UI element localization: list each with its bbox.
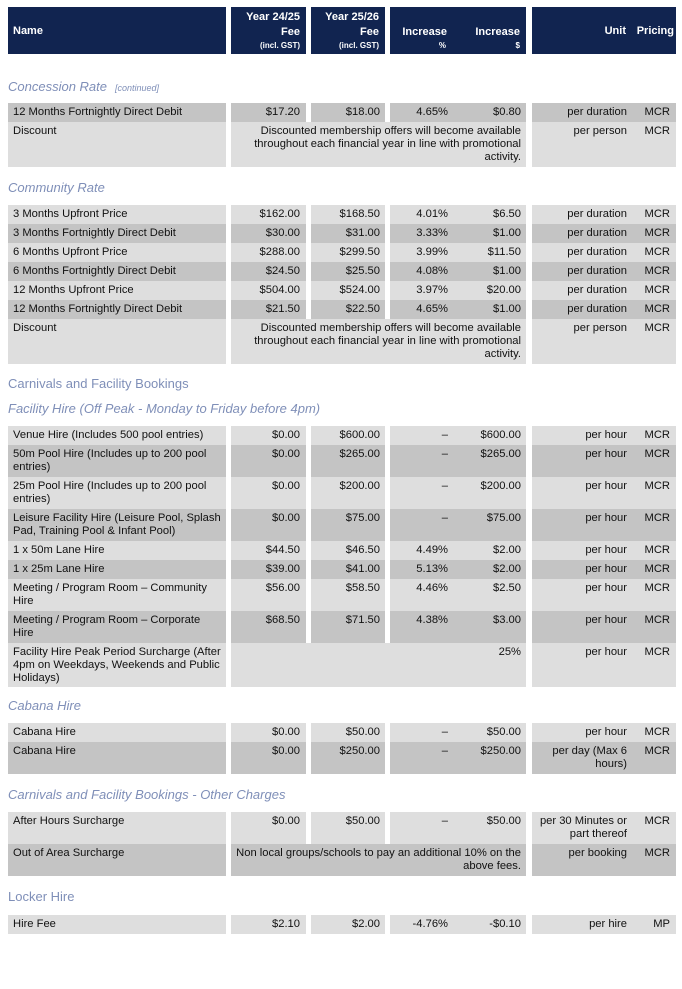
- row-pricing: MCR: [632, 103, 676, 122]
- row-name: Venue Hire (Includes 500 pool entries): [8, 426, 226, 445]
- other-charges-rows: [0, 812, 682, 876]
- row-pricing: MCR: [632, 560, 676, 579]
- table-row: [0, 579, 682, 611]
- table-row: [0, 742, 682, 774]
- row-fee-2526: $2.00: [311, 915, 385, 934]
- row-increase-amt: $1.00: [453, 262, 526, 281]
- row-name: Out of Area Surcharge: [8, 844, 226, 876]
- row-fee-2425: $44.50: [231, 541, 306, 560]
- header-year-2425: [231, 7, 306, 54]
- row-pricing: MCR: [632, 844, 676, 876]
- row-pricing: MCR: [632, 742, 676, 774]
- header-y25-line2: Fee: [360, 26, 379, 38]
- row-increase-pct: –: [390, 509, 453, 541]
- row-increase-pct: 4.65%: [390, 103, 453, 122]
- row-pricing: MCR: [632, 426, 676, 445]
- row-name: 12 Months Fortnightly Direct Debit: [8, 300, 226, 319]
- cabana-title: Cabana Hire: [8, 698, 81, 713]
- row-pricing: MCR: [632, 643, 676, 687]
- row-pricing: MCR: [632, 509, 676, 541]
- row-pricing: MCR: [632, 281, 676, 300]
- row-unit: per 30 Minutes or part thereof: [532, 812, 632, 844]
- section-title-locker: [8, 889, 74, 904]
- row-fee-2526: $200.00: [311, 477, 385, 509]
- row-pricing: MCR: [632, 122, 676, 167]
- row-name: 1 x 25m Lane Hire: [8, 560, 226, 579]
- row-increase-pct: –: [390, 445, 453, 477]
- row-increase-amt: $1.00: [453, 300, 526, 319]
- row-increase-amt: $50.00: [453, 723, 526, 742]
- row-pricing: MCR: [632, 243, 676, 262]
- row-name: Discount: [8, 319, 226, 364]
- header-name: [8, 7, 226, 54]
- other-charges-title: Carnivals and Facility Bookings - Other Charges: [8, 787, 286, 802]
- row-fee-2526: $58.50: [311, 579, 385, 611]
- row-unit: per hour: [532, 509, 632, 541]
- row-pricing: MCR: [632, 262, 676, 281]
- community-title: Community Rate: [8, 180, 105, 195]
- table-row: [0, 477, 682, 509]
- row-increase-pct: -4.76%: [390, 915, 453, 934]
- row-fee-2526: $46.50: [311, 541, 385, 560]
- row-pricing: MCR: [632, 611, 676, 643]
- row-name: Meeting / Program Room – Community Hire: [8, 579, 226, 611]
- row-name: 3 Months Upfront Price: [8, 205, 226, 224]
- community-rows: [0, 205, 682, 364]
- table-row: [0, 812, 682, 844]
- facility-hire-rows: [0, 426, 682, 687]
- row-surcharge-pct: 25%: [231, 643, 526, 687]
- row-fee-2526: $71.50: [311, 611, 385, 643]
- row-fee-2425: $0.00: [231, 812, 306, 844]
- table-row: [0, 224, 682, 243]
- row-fee-2425: $288.00: [231, 243, 306, 262]
- table-row: [0, 262, 682, 281]
- table-row: [0, 643, 682, 687]
- row-increase-pct: –: [390, 742, 453, 774]
- row-unit: per hour: [532, 477, 632, 509]
- concession-rows: [0, 103, 682, 167]
- carnivals-title: Carnivals and Facility Bookings: [8, 376, 189, 391]
- row-fee-2425: $56.00: [231, 579, 306, 611]
- row-increase-amt: $6.50: [453, 205, 526, 224]
- row-increase-pct: –: [390, 723, 453, 742]
- section-subtitle-facility-hire: [8, 401, 320, 416]
- row-fee-2425: $30.00: [231, 224, 306, 243]
- row-increase-amt: -$0.10: [453, 915, 526, 934]
- header-increase-pct-label: Increase: [402, 26, 447, 38]
- row-name: 3 Months Fortnightly Direct Debit: [8, 224, 226, 243]
- row-unit: per duration: [532, 224, 632, 243]
- row-fee-2425: $24.50: [231, 262, 306, 281]
- row-surcharge-note: Non local groups/schools to pay an additional 10% on the above fees.: [231, 844, 526, 876]
- row-fee-2526: $22.50: [311, 300, 385, 319]
- row-fee-2526: $50.00: [311, 812, 385, 844]
- row-name: Hire Fee: [8, 915, 226, 934]
- row-unit: per duration: [532, 300, 632, 319]
- row-increase-pct: 4.01%: [390, 205, 453, 224]
- row-unit: per hour: [532, 579, 632, 611]
- row-name: 12 Months Fortnightly Direct Debit: [8, 103, 226, 122]
- row-increase-amt: $265.00: [453, 445, 526, 477]
- row-fee-2425: $0.00: [231, 426, 306, 445]
- row-increase-pct: 4.49%: [390, 541, 453, 560]
- table-row: [0, 319, 682, 364]
- row-fee-2526: $31.00: [311, 224, 385, 243]
- row-fee-2425: $162.00: [231, 205, 306, 224]
- row-pricing: MCR: [632, 205, 676, 224]
- table-row: [0, 103, 682, 122]
- section-title-carnivals: [8, 376, 189, 391]
- row-fee-2425: $0.00: [231, 477, 306, 509]
- row-fee-2526: $265.00: [311, 445, 385, 477]
- row-increase-amt: $2.50: [453, 579, 526, 611]
- row-increase-amt: $1.00: [453, 224, 526, 243]
- row-unit: per hour: [532, 445, 632, 477]
- header-y24-line3: (incl. GST): [260, 41, 300, 50]
- row-increase-amt: $2.00: [453, 560, 526, 579]
- table-row: [0, 281, 682, 300]
- row-increase-amt: $0.80: [453, 103, 526, 122]
- header-increase-amt-label: Increase: [475, 26, 520, 38]
- row-name: 25m Pool Hire (Includes up to 200 pool entries): [8, 477, 226, 509]
- row-increase-pct: 4.65%: [390, 300, 453, 319]
- row-pricing: MCR: [632, 812, 676, 844]
- row-increase-amt: $600.00: [453, 426, 526, 445]
- row-pricing: MCR: [632, 477, 676, 509]
- row-pricing: MCR: [632, 445, 676, 477]
- facility-hire-subtitle: Facility Hire (Off Peak - Monday to Friday before 4pm): [8, 401, 321, 416]
- row-pricing: MCR: [632, 224, 676, 243]
- section-title-concession: [8, 79, 159, 94]
- header-increase-pct-unit: %: [438, 41, 446, 50]
- row-unit: per hour: [532, 643, 632, 687]
- row-pricing: MCR: [632, 723, 676, 742]
- row-increase-pct: 3.99%: [390, 243, 453, 262]
- row-fee-2526: $25.50: [311, 262, 385, 281]
- row-name: 12 Months Upfront Price: [8, 281, 226, 300]
- row-increase-amt: $250.00: [453, 742, 526, 774]
- row-fee-2526: $50.00: [311, 723, 385, 742]
- row-increase-amt: $20.00: [453, 281, 526, 300]
- table-row: [0, 723, 682, 742]
- row-name: After Hours Surcharge: [8, 812, 226, 844]
- table-row: [0, 844, 682, 876]
- header-y25-line3: (incl. GST): [339, 41, 379, 50]
- row-name: Leisure Facility Hire (Leisure Pool, Splash Pad, Training Pool & Infant Pool): [8, 509, 226, 541]
- row-increase-pct: 4.38%: [390, 611, 453, 643]
- row-name: Facility Hire Peak Period Surcharge (After 4pm on Weekdays, Weekends and Public Holidays): [8, 643, 226, 687]
- row-name: Cabana Hire: [8, 723, 226, 742]
- section-title-other-charges: [8, 787, 285, 802]
- row-unit: per hour: [532, 560, 632, 579]
- header-increase: [390, 7, 526, 54]
- header-unit: Unit: [604, 25, 626, 37]
- row-unit: per person: [532, 319, 632, 364]
- header-name-label: Name: [13, 25, 43, 37]
- section-title-community: [8, 180, 105, 195]
- header-increase-amt-unit: $: [515, 41, 520, 50]
- row-increase-pct: –: [390, 426, 453, 445]
- row-name: Cabana Hire: [8, 742, 226, 774]
- table-row: [0, 509, 682, 541]
- row-name: 1 x 50m Lane Hire: [8, 541, 226, 560]
- row-increase-amt: $3.00: [453, 611, 526, 643]
- table-row: [0, 122, 682, 167]
- header-y25-line1: Year 25/26: [325, 11, 379, 23]
- row-discount-note: Discounted membership offers will become available throughout each financial year in line with promotional activity.: [231, 122, 526, 167]
- row-name: 6 Months Fortnightly Direct Debit: [8, 262, 226, 281]
- row-fee-2425: $504.00: [231, 281, 306, 300]
- row-fee-2526: $18.00: [311, 103, 385, 122]
- row-pricing: MCR: [632, 300, 676, 319]
- row-fee-2425: $39.00: [231, 560, 306, 579]
- row-fee-2526: $299.50: [311, 243, 385, 262]
- header-unit-pricing: [532, 7, 676, 54]
- concession-title: Concession Rate: [8, 79, 107, 94]
- table-row: [0, 205, 682, 224]
- row-name: 6 Months Upfront Price: [8, 243, 226, 262]
- row-fee-2425: $0.00: [231, 445, 306, 477]
- row-fee-2425: $2.10: [231, 915, 306, 934]
- table-row: [0, 611, 682, 643]
- row-increase-amt: $2.00: [453, 541, 526, 560]
- row-discount-note: Discounted membership offers will become available throughout each financial year in line with promotional activity.: [231, 319, 526, 364]
- row-unit: per booking: [532, 844, 632, 876]
- row-pricing: MCR: [632, 319, 676, 364]
- table-row: [0, 426, 682, 445]
- row-fee-2526: $168.50: [311, 205, 385, 224]
- header-y24-line1: Year 24/25: [246, 11, 300, 23]
- table-row: [0, 445, 682, 477]
- row-increase-pct: 4.08%: [390, 262, 453, 281]
- row-increase-pct: 5.13%: [390, 560, 453, 579]
- row-unit: per hour: [532, 723, 632, 742]
- row-name: Meeting / Program Room – Corporate Hire: [8, 611, 226, 643]
- row-fee-2526: $524.00: [311, 281, 385, 300]
- row-fee-2425: $17.20: [231, 103, 306, 122]
- table-row: [0, 915, 682, 934]
- row-name: Discount: [8, 122, 226, 167]
- row-unit: per duration: [532, 243, 632, 262]
- row-unit: per hire: [532, 915, 632, 934]
- row-fee-2526: $75.00: [311, 509, 385, 541]
- row-fee-2526: $600.00: [311, 426, 385, 445]
- row-increase-pct: 4.46%: [390, 579, 453, 611]
- row-fee-2425: $0.00: [231, 723, 306, 742]
- header-pricing: Pricing: [636, 25, 674, 37]
- row-unit: per hour: [532, 541, 632, 560]
- row-fee-2425: $21.50: [231, 300, 306, 319]
- locker-rows: [0, 915, 682, 934]
- row-unit: per hour: [532, 611, 632, 643]
- row-unit: per duration: [532, 205, 632, 224]
- locker-title: Locker Hire: [8, 889, 75, 904]
- row-increase-amt: $11.50: [453, 243, 526, 262]
- row-fee-2526: $41.00: [311, 560, 385, 579]
- table-row: [0, 541, 682, 560]
- row-unit: per hour: [532, 426, 632, 445]
- header-y24-line2: Fee: [281, 26, 300, 38]
- row-unit: per duration: [532, 103, 632, 122]
- row-fee-2526: $250.00: [311, 742, 385, 774]
- row-unit: per duration: [532, 262, 632, 281]
- row-name: 50m Pool Hire (Includes up to 200 pool entries): [8, 445, 226, 477]
- row-increase-amt: $50.00: [453, 812, 526, 844]
- table-row: [0, 560, 682, 579]
- row-increase-amt: $75.00: [453, 509, 526, 541]
- row-fee-2425: $68.50: [231, 611, 306, 643]
- row-increase-pct: –: [390, 477, 453, 509]
- row-fee-2425: $0.00: [231, 742, 306, 774]
- section-title-cabana: [8, 698, 81, 713]
- table-row: [0, 243, 682, 262]
- header-year-2526: [311, 7, 385, 54]
- row-pricing: MCR: [632, 579, 676, 611]
- row-fee-2425: $0.00: [231, 509, 306, 541]
- table-header: [0, 7, 682, 54]
- cabana-rows: [0, 723, 682, 774]
- row-pricing: MP: [632, 915, 676, 934]
- row-pricing: MCR: [632, 541, 676, 560]
- table-row: [0, 300, 682, 319]
- row-increase-amt: $200.00: [453, 477, 526, 509]
- row-increase-pct: 3.33%: [390, 224, 453, 243]
- row-unit: per person: [532, 122, 632, 167]
- row-unit: per duration: [532, 281, 632, 300]
- row-unit: per day (Max 6 hours): [532, 742, 632, 774]
- continued-note: [continued]: [115, 83, 160, 93]
- row-increase-pct: 3.97%: [390, 281, 453, 300]
- row-increase-pct: –: [390, 812, 453, 844]
